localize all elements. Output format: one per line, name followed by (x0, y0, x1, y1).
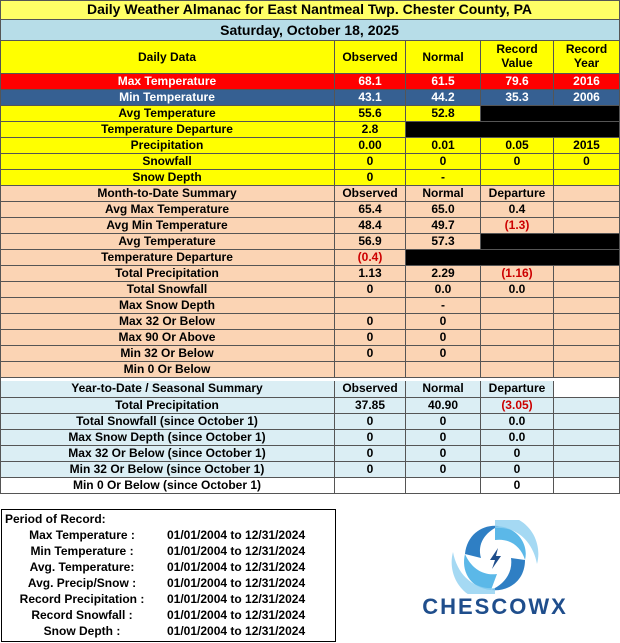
ytd-label: Max 32 Or Below (since October 1) (0, 446, 335, 462)
ytd-header-normal: Normal (406, 381, 481, 398)
daily-record-year (554, 170, 620, 186)
date-row (0, 20, 620, 41)
mtd-header-row (0, 186, 620, 202)
daily-observed: 55.6 (335, 106, 406, 122)
empty-cell (554, 478, 620, 494)
mtd-observed (335, 298, 406, 314)
mtd-departure: (1.3) (481, 218, 554, 234)
mtd-normal: 57.3 (406, 234, 481, 250)
ytd-observed: 0 (335, 462, 406, 478)
por-range: 01/01/2004 to 12/31/2024 (167, 544, 306, 558)
ytd-departure: 0 (481, 446, 554, 462)
daily-observed: 0.00 (335, 138, 406, 154)
por-label: Min Temperature : (30, 544, 134, 558)
daily-observed: 2.8 (335, 122, 406, 138)
mtd-departure (481, 314, 554, 330)
ytd-row (0, 478, 620, 494)
ytd-label: Min 32 Or Below (since October 1) (0, 462, 335, 478)
mtd-label: Total Snowfall (0, 282, 335, 298)
mtd-departure: 0.4 (481, 202, 554, 218)
empty-cell (554, 298, 620, 314)
mtd-normal: 65.0 (406, 202, 481, 218)
empty-cell (554, 218, 620, 234)
mtd-departure (481, 330, 554, 346)
ytd-row (0, 414, 620, 430)
empty-cell (554, 330, 620, 346)
ytd-label: Min 0 Or Below (since October 1) (0, 478, 335, 494)
ytd-departure: 0.0 (481, 430, 554, 446)
period-of-record-row (2, 624, 337, 640)
period-of-record-row (2, 576, 337, 592)
daily-row-snow-depth (0, 170, 620, 186)
empty-cell (554, 446, 620, 462)
por-label: Snow Depth : (43, 624, 121, 638)
period-of-record-row (2, 544, 337, 560)
ytd-row (0, 446, 620, 462)
mtd-observed: 48.4 (335, 218, 406, 234)
ytd-header-departure: Departure (481, 381, 554, 398)
empty-cell (554, 381, 620, 398)
mtd-row (0, 250, 620, 266)
ytd-header-row (0, 381, 620, 398)
mtd-observed: 1.13 (335, 266, 406, 282)
daily-record-year: 0 (554, 154, 620, 170)
blacked-out-cell (406, 122, 620, 138)
daily-normal: 44.2 (406, 90, 481, 106)
ytd-normal (406, 478, 481, 494)
mtd-observed: 0 (335, 330, 406, 346)
ytd-observed: 0 (335, 430, 406, 446)
daily-normal: 52.8 (406, 106, 481, 122)
daily-label: Precipitation (0, 138, 335, 154)
mtd-label: Min 0 Or Below (0, 362, 335, 378)
ytd-normal: 0 (406, 414, 481, 430)
mtd-row (0, 282, 620, 298)
mtd-label: Max Snow Depth (0, 298, 335, 314)
mtd-departure (481, 346, 554, 362)
mtd-normal: 0 (406, 346, 481, 362)
ytd-normal: 0 (406, 430, 481, 446)
por-range: 01/01/2004 to 12/31/2024 (167, 608, 306, 622)
mtd-row (0, 218, 620, 234)
mtd-label: Min 32 Or Below (0, 346, 335, 362)
daily-normal: 61.5 (406, 74, 481, 90)
period-of-record-row (2, 592, 337, 608)
mtd-row (0, 266, 620, 282)
daily-record-value: 0.05 (481, 138, 554, 154)
ytd-departure: 0 (481, 478, 554, 494)
por-label: Avg. Temperature: (29, 560, 135, 574)
period-of-record-heading: Period of Record: (5, 512, 106, 526)
daily-header-observed: Observed (335, 41, 406, 74)
empty-cell (554, 314, 620, 330)
daily-normal: - (406, 170, 481, 186)
ytd-observed: 37.85 (335, 398, 406, 414)
period-of-record-box (1, 509, 336, 642)
por-range: 01/01/2004 to 12/31/2024 (167, 560, 306, 574)
daily-observed: 0 (335, 170, 406, 186)
ytd-row (0, 430, 620, 446)
por-label: Record Precipitation : (19, 592, 145, 606)
daily-row-max-temp (0, 74, 620, 90)
mtd-header-departure: Departure (481, 186, 554, 202)
report-date: Saturday, October 18, 2025 (0, 20, 620, 41)
period-of-record-row (2, 560, 337, 576)
mtd-observed: (0.4) (335, 250, 406, 266)
daily-label: Min Temperature (0, 90, 335, 106)
empty-cell (554, 414, 620, 430)
mtd-header-observed: Observed (335, 186, 406, 202)
daily-row-min-temp (0, 90, 620, 106)
por-range: 01/01/2004 to 12/31/2024 (167, 528, 306, 542)
ytd-departure: 0.0 (481, 414, 554, 430)
ytd-label: Total Precipitation (0, 398, 335, 414)
por-range: 01/01/2004 to 12/31/2024 (167, 576, 306, 590)
title-row (0, 0, 620, 20)
ytd-departure: (3.05) (481, 398, 554, 414)
empty-cell (554, 202, 620, 218)
daily-row-precip (0, 138, 620, 154)
mtd-row (0, 362, 620, 378)
daily-record-year: 2016 (554, 74, 620, 90)
daily-record-value: 0 (481, 154, 554, 170)
mtd-row (0, 314, 620, 330)
daily-observed: 43.1 (335, 90, 406, 106)
mtd-row (0, 298, 620, 314)
ytd-label: Max Snow Depth (since October 1) (0, 430, 335, 446)
page-title: Daily Weather Almanac for East Nantmeal Twp. Chester County, PA (0, 0, 620, 20)
daily-header-label: Daily Data (0, 41, 335, 74)
ytd-row (0, 398, 620, 414)
daily-row-avg-temp (0, 106, 620, 122)
empty-cell (554, 462, 620, 478)
ytd-row (0, 462, 620, 478)
daily-row-snowfall (0, 154, 620, 170)
ytd-observed (335, 478, 406, 494)
mtd-observed (335, 362, 406, 378)
empty-cell (554, 430, 620, 446)
ytd-observed: 0 (335, 414, 406, 430)
mtd-normal (406, 362, 481, 378)
por-label: Avg. Precip/Snow : (27, 576, 137, 590)
ytd-observed: 0 (335, 446, 406, 462)
empty-cell (554, 282, 620, 298)
daily-observed: 0 (335, 154, 406, 170)
daily-label: Avg Temperature (0, 106, 335, 122)
mtd-label: Avg Min Temperature (0, 218, 335, 234)
por-label: Max Temperature : (29, 528, 135, 542)
daily-record-year: 2006 (554, 90, 620, 106)
mtd-row (0, 330, 620, 346)
mtd-label: Avg Temperature (0, 234, 335, 250)
daily-normal: 0 (406, 154, 481, 170)
mtd-departure (481, 362, 554, 378)
mtd-observed: 0 (335, 314, 406, 330)
mtd-header-label: Month-to-Date Summary (0, 186, 335, 202)
blacked-out-cell (481, 106, 620, 122)
mtd-label: Max 90 Or Above (0, 330, 335, 346)
mtd-label: Max 32 Or Below (0, 314, 335, 330)
daily-header-record-value: Record Value (481, 41, 554, 74)
mtd-normal: 0 (406, 314, 481, 330)
daily-observed: 68.1 (335, 74, 406, 90)
chescowx-logo (380, 520, 610, 630)
daily-header-record-year: Record Year (554, 41, 620, 74)
daily-header-row (0, 41, 620, 74)
empty-cell (554, 346, 620, 362)
mtd-observed: 56.9 (335, 234, 406, 250)
mtd-normal: 0 (406, 330, 481, 346)
por-label: Record Snowfall : (31, 608, 133, 622)
daily-label: Temperature Departure (0, 122, 335, 138)
ytd-departure: 0 (481, 462, 554, 478)
mtd-label: Temperature Departure (0, 250, 335, 266)
ytd-header-label: Year-to-Date / Seasonal Summary (0, 381, 335, 398)
empty-cell (554, 266, 620, 282)
daily-normal: 0.01 (406, 138, 481, 154)
daily-record-year: 2015 (554, 138, 620, 154)
mtd-normal: 49.7 (406, 218, 481, 234)
mtd-header-normal: Normal (406, 186, 481, 202)
blacked-out-cell (481, 234, 620, 250)
mtd-label: Total Precipitation (0, 266, 335, 282)
ytd-normal: 0 (406, 446, 481, 462)
daily-row-temp-departure (0, 122, 620, 138)
empty-cell (554, 362, 620, 378)
mtd-label: Avg Max Temperature (0, 202, 335, 218)
mtd-departure (481, 298, 554, 314)
daily-header-normal: Normal (406, 41, 481, 74)
ytd-normal: 40.90 (406, 398, 481, 414)
daily-label: Snow Depth (0, 170, 335, 186)
daily-label: Max Temperature (0, 74, 335, 90)
por-range: 01/01/2004 to 12/31/2024 (167, 592, 306, 606)
ytd-header-observed: Observed (335, 381, 406, 398)
mtd-normal: - (406, 298, 481, 314)
daily-record-value: 35.3 (481, 90, 554, 106)
swirl-storm-icon (380, 520, 610, 594)
mtd-normal: 0.0 (406, 282, 481, 298)
ytd-normal: 0 (406, 462, 481, 478)
empty-cell (554, 398, 620, 414)
logo-wordmark: CHESCOWX (422, 594, 568, 619)
ytd-label: Total Snowfall (since October 1) (0, 414, 335, 430)
empty-cell (554, 186, 620, 202)
mtd-row (0, 346, 620, 362)
mtd-row (0, 202, 620, 218)
mtd-row (0, 234, 620, 250)
mtd-departure: (1.16) (481, 266, 554, 282)
period-of-record-row (2, 608, 337, 624)
mtd-observed: 0 (335, 282, 406, 298)
blacked-out-cell (406, 250, 620, 266)
por-range: 01/01/2004 to 12/31/2024 (167, 624, 306, 638)
period-of-record-row (2, 528, 337, 544)
mtd-departure: 0.0 (481, 282, 554, 298)
daily-record-value: 79.6 (481, 74, 554, 90)
daily-label: Snowfall (0, 154, 335, 170)
mtd-observed: 0 (335, 346, 406, 362)
mtd-normal: 2.29 (406, 266, 481, 282)
daily-record-value (481, 170, 554, 186)
mtd-observed: 65.4 (335, 202, 406, 218)
